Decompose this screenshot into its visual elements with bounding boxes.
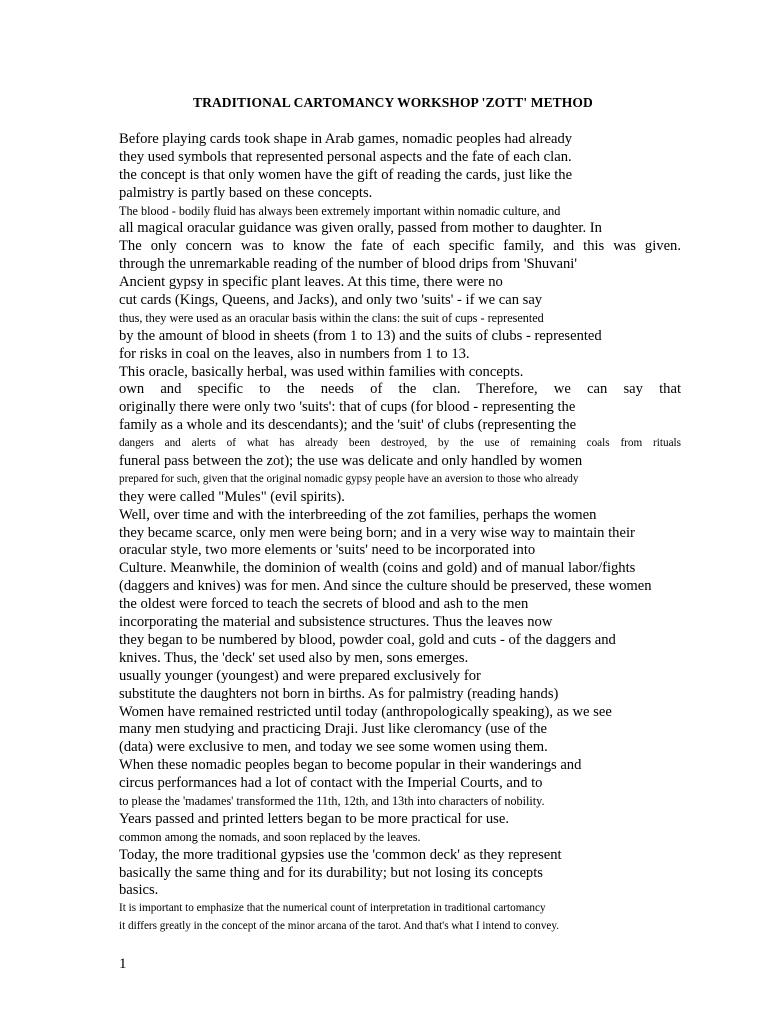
body-text — [119, 131, 681, 936]
text-line: common among the nomads, and soon replaced by the leaves. — [119, 829, 421, 844]
text-line: through the unremarkable reading of the number of blood drips from 'Shuvani' — [119, 256, 577, 273]
text-line: (data) were exclusive to men, and today we see some women using them. — [119, 739, 548, 756]
text-line: they became scarce, only men were being born; and in a very wise way to maintain their — [119, 524, 635, 541]
text-line: Culture. Meanwhile, the dominion of wealth (coins and gold) and of manual labor/fights — [119, 560, 636, 577]
text-line: knives. Thus, the 'deck' set used also by men, sons emerges. — [119, 649, 469, 666]
text-line: by the amount of blood in sheets (from 1 to 13) and the suits of clubs - represented — [119, 327, 602, 344]
text-line: funeral pass between the zot); the use was delicate and only handled by women — [119, 453, 583, 470]
text-line: circus performances had a lot of contact with the Imperial Courts, and to — [119, 775, 543, 792]
text-line: Before playing cards took shape in Arab games, nomadic peoples had already — [119, 131, 573, 147]
text-line: Ancient gypsy in specific plant leaves. At this time, there were no — [119, 274, 503, 291]
text-line: basics. — [119, 882, 159, 899]
text-line: cut cards (Kings, Queens, and Jacks), and only two 'suits' - if we can say — [119, 292, 543, 309]
text-line: own and specific to the needs of the clan. Therefore, we can say that — [119, 381, 681, 398]
text-line: all magical oracular guidance was given orally, passed from mother to daughter. In — [119, 220, 602, 237]
text-line: they began to be numbered by blood, powder coal, gold and cuts - of the daggers and — [119, 631, 616, 648]
text-line: many men studying and practicing Draji. Just like cleromancy (use of the — [119, 721, 547, 738]
text-line: the concept is that only women have the gift of reading the cards, just like the — [119, 166, 573, 183]
text-line: Well, over time and with the interbreeding of the zot families, perhaps the women — [119, 506, 597, 523]
text-line: basically the same thing and for its durability; but not losing its concepts — [119, 864, 543, 881]
text-line: thus, they were used as an oracular basis within the clans: the suit of cups - represented — [119, 310, 544, 325]
text-line: originally there were only two 'suits': that of cups (for blood - representing the — [119, 399, 576, 416]
text-line: it differs greatly in the concept of the minor arcana of the tarot. And that's what I intend to convey. — [119, 920, 560, 933]
text-line: Today, the more traditional gypsies use the 'common deck' as they represent — [119, 846, 562, 863]
text-line: When these nomadic peoples began to become popular in their wanderings and — [119, 757, 582, 774]
text-line: the oldest were forced to teach the secrets of blood and ash to the men — [119, 596, 529, 613]
text-line: incorporating the material and subsistence structures. Thus the leaves now — [119, 614, 553, 631]
text-line: dangers and alerts of what has already been destroyed, by the use of remaining coals from rituals — [119, 437, 681, 450]
page-number: 1 — [119, 956, 127, 972]
text-line: prepared for such, given that the original nomadic gypsy people have an aversion to those who already — [119, 472, 579, 485]
text-line: Years passed and printed letters began to be more practical for use. — [119, 810, 509, 827]
text-line: The only concern was to know the fate of each specific family, and this was given. — [119, 238, 681, 255]
text-line: they used symbols that represented personal aspects and the fate of each clan. — [119, 148, 572, 165]
document-title: TRADITIONAL CARTOMANCY WORKSHOP 'ZOTT' METHOD — [193, 95, 593, 110]
text-line: family as a whole and its descendants); and the 'suit' of clubs (representing the — [119, 417, 577, 434]
text-line: substitute the daughters not born in births. As for palmistry (reading hands) — [119, 685, 559, 702]
text-line: The blood - bodily fluid has always been extremely important within nomadic culture, and — [119, 203, 561, 218]
text-line: for risks in coal on the leaves, also in numbers from 1 to 13. — [119, 345, 470, 362]
text-line: (daggers and knives) was for men. And since the culture should be preserved, these women — [119, 578, 652, 595]
text-line: oracular style, two more elements or 'suits' need to be incorporated into — [119, 542, 536, 559]
text-line: they were called "Mules" (evil spirits). — [119, 488, 345, 505]
text-line: Women have remained restricted until today (anthropologically speaking), as we see — [119, 703, 612, 720]
text-line: It is important to emphasize that the numerical count of interpretation in traditional cartomancy — [119, 902, 546, 915]
text-line: This oracle, basically herbal, was used within families with concepts. — [119, 363, 524, 380]
text-line: to please the 'madames' transformed the 11th, 12th, and 13th into characters of nobility. — [119, 793, 545, 808]
text-line: usually younger (youngest) and were prepared exclusively for — [119, 667, 481, 684]
text-line: palmistry is partly based on these concepts. — [119, 184, 373, 201]
